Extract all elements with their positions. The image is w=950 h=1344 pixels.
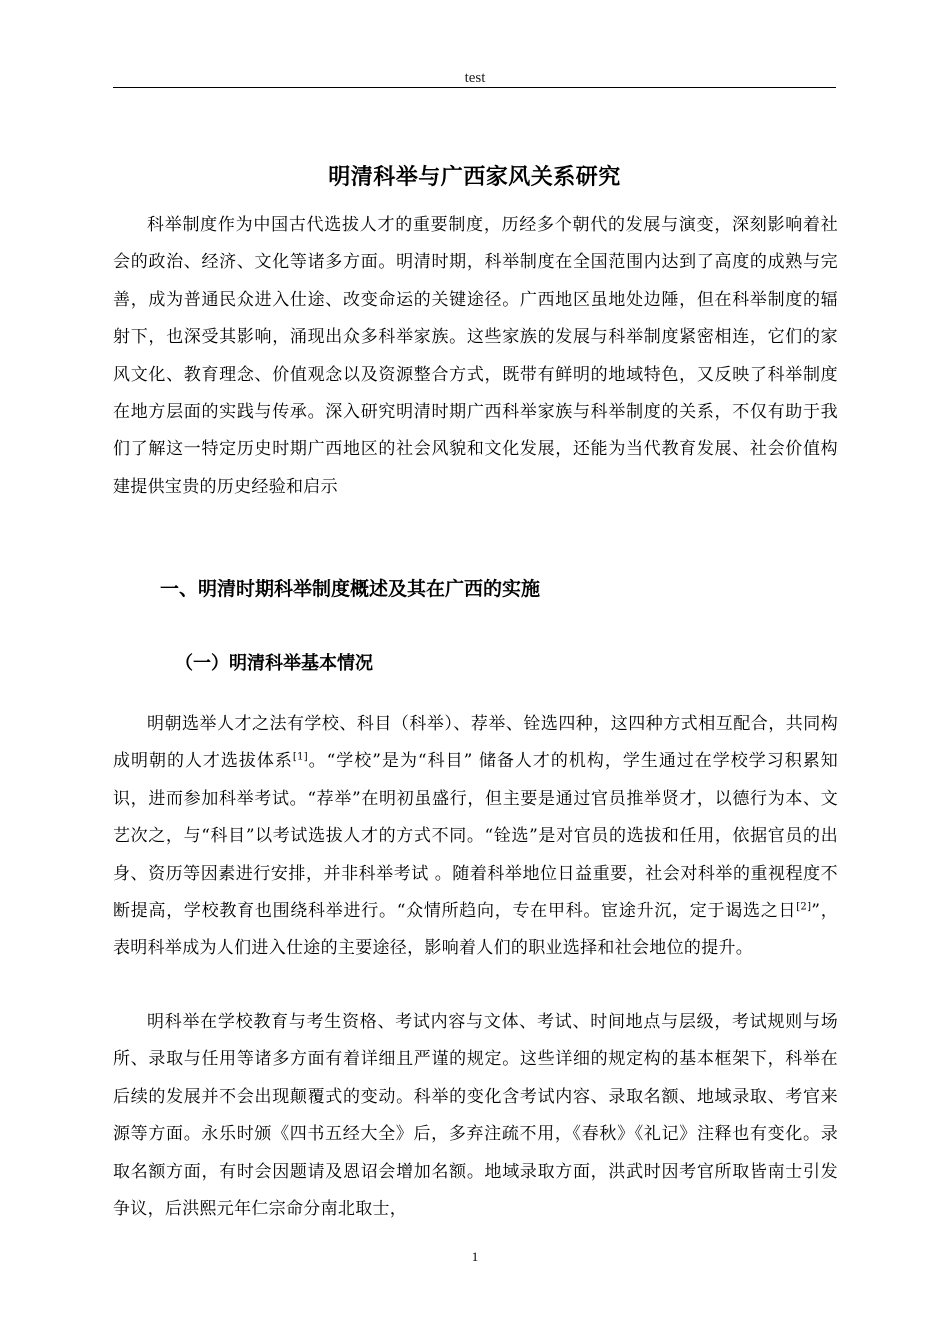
body-paragraph-2: 明科举在学校教育与考生资格、考试内容与文体、考试、时间地点与层级，考试规则与场所、录取与任用等诸多方面有着详细且严谨的规定。这些详细的规定构的基本框架下，科举在后续的发展并不会出现颠覆式的变动。科举的变化含考试内容、录取名额、地域录取、考官来源等方面。永乐时颁《四书五经大全》后，多弃注疏不用，《春秋》《礼记》注释也有变化。录取名额方面，有时会因题请及恩诏会增加名额。地域录取方面，洪武时因考官所取皆南士引发争议，后洪熙元年仁宗命分南北取士， (113, 1012, 838, 1220)
page-header: test (464, 70, 486, 86)
header-divider (113, 87, 836, 88)
paragraph-text: ”，表明科举成为人们进入仕途的主要途径，影响着人们的职业选择和社会地位的提升。 (113, 901, 839, 959)
body-paragraph-1 (113, 706, 838, 968)
subsection-heading: （一）明清科举基本情况 (175, 653, 373, 674)
page-number: 1 (471, 1249, 479, 1264)
citation-ref-2[interactable]: [2] (796, 901, 812, 913)
intro-paragraph: 科举制度作为中国古代选拔人才的重要制度，历经多个朝代的发展与演变，深刻影响着社会的政治、经济、文化等诸多方面。明清时期，科举制度在全国范围内达到了高度的成熟与完善，成为普通民众进入仕途、改变命运的关键途径。广西地区虽地处边陲，但在科举制度的辐射下，也深受其影响，涌现出众多科举家族。这些家族的发展与科举制度紧密相连，它们的家风文化、教育理念、价值观念以及资源整合方式，既带有鲜明的地域特色，又反映了科举制度在地方层面的实践与传承。深入研究明清时期广西科举家族与科举制度的关系，不仅有助于我们了解这一特定历史时期广西地区的社会风貌和文化发展，还能为当代教育发展、社会价值构建提供宝贵的历史经验和启示 (113, 215, 838, 497)
document-title: 明清科举与广西家风关系研究 (328, 165, 621, 190)
paragraph-text: 明朝选举人才之法有学校、科目（科举）、荐举、铨选四种，这四种方式相互配合，共同构成明朝的人才选拔体系 (113, 714, 838, 772)
section-heading: 一、明清时期科举制度概述及其在广西的实施 (160, 578, 541, 600)
citation-ref-1[interactable]: [1] (292, 751, 308, 763)
paragraph-text: 。“学校”是为“科目” 储备人才的机构，学生通过在学校学习积累知识，进而参加科举考试。“荐举”在明初虽盛行，但主要是通过官员推举贤才，以德行为本、文艺次之，与“科目”以考试选拔人才的方式不同。“铨选”是对官员的选拔和任用，依据官员的出身、资历等因素进行安排，并非科举考试 。随着科举地位日益重要，社会对科举的重视程度不断提高，学校教育也围绕科举进行。“众情所趋向，专在甲科。宦途升沉，定于谒选之日 (113, 751, 838, 922)
